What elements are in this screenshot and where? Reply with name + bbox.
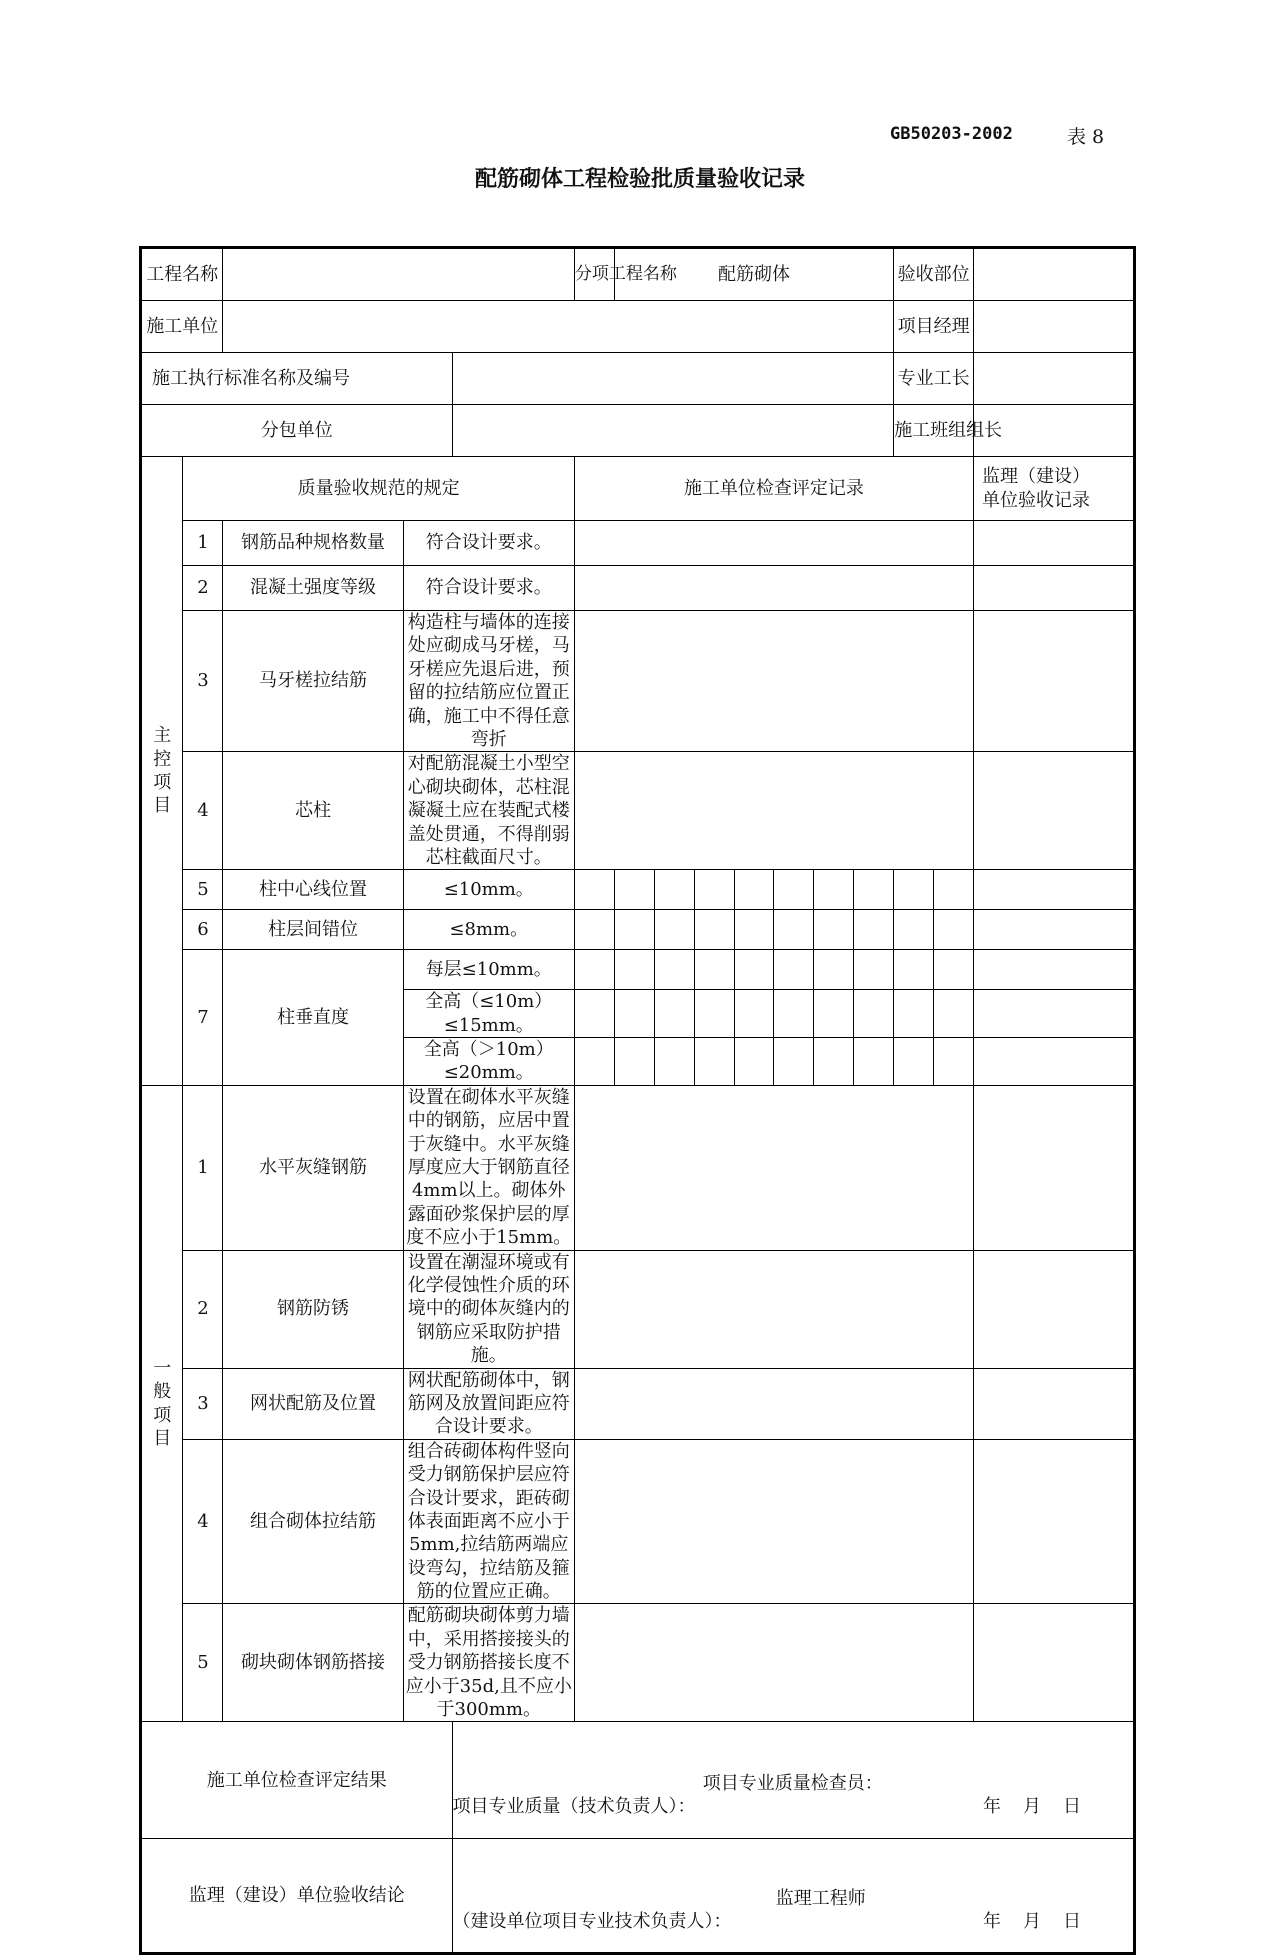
standard-value[interactable] [452, 353, 894, 405]
standard-label: 施工执行标准名称及编号 [141, 353, 453, 405]
date-field [961, 1795, 1081, 1818]
item-number: 5 [183, 1604, 223, 1722]
year-label: 年 [983, 1796, 1001, 1818]
item-spec: 全高（≤10m）≤15mm。 [403, 990, 574, 1038]
measure-cell[interactable] [854, 870, 894, 910]
check-record-cell[interactable] [574, 521, 973, 566]
supervision-cell[interactable] [974, 1250, 1135, 1368]
item-number: 4 [183, 1439, 223, 1604]
item-spec: 每层≤10mm。 [403, 950, 574, 990]
measure-cell[interactable] [894, 950, 934, 990]
measure-cell[interactable] [574, 1038, 614, 1086]
item-name: 柱层间错位 [223, 910, 403, 950]
supervision-cell[interactable] [974, 1038, 1135, 1086]
item-number: 1 [183, 1085, 223, 1250]
main-item-row [141, 910, 1135, 950]
supervision-result-row [141, 1839, 1135, 1954]
measure-cell[interactable] [614, 950, 654, 990]
supervision-header-line2: 单位验收记录 [982, 489, 1090, 511]
check-record-cell[interactable] [574, 1439, 973, 1604]
measure-cell[interactable] [814, 990, 854, 1038]
project-manager-label: 项目经理 [894, 301, 974, 353]
subcontractor-label: 分包单位 [141, 405, 453, 457]
measure-cell[interactable] [654, 870, 694, 910]
measure-cell[interactable] [894, 910, 934, 950]
date-field [961, 1910, 1081, 1933]
supervisor-line: 监理工程师 [775, 1887, 866, 1909]
sub-project-label: 分项工程名称 [574, 248, 614, 301]
foreman-label: 专业工长 [894, 353, 974, 405]
subcontractor-value[interactable] [452, 405, 894, 457]
measure-cell[interactable] [774, 990, 814, 1038]
supervision-cell[interactable] [974, 1604, 1135, 1722]
month-label: 月 [1023, 1910, 1041, 1932]
measure-cell[interactable] [854, 950, 894, 990]
measure-cell[interactable] [614, 910, 654, 950]
measure-cell[interactable] [774, 910, 814, 950]
project-name-value[interactable] [223, 248, 574, 301]
measure-cell[interactable] [774, 1038, 814, 1086]
main-item-row [141, 950, 1135, 990]
supervision-result-signature[interactable] [452, 1839, 1134, 1954]
contractor-result-signature[interactable] [452, 1722, 1134, 1839]
item-spec: 全高（＞10m）≤20mm。 [403, 1038, 574, 1086]
measure-cell[interactable] [694, 910, 734, 950]
measure-cell[interactable] [894, 990, 934, 1038]
supervision-record-header [974, 457, 1135, 521]
item-spec: 组合砖砌体构件竖向受力钢筋保护层应符合设计要求，距砖砌体表面距离不应小于5mm,拉结筋两端应设弯勾，拉结筋及箍筋的位置应正确。 [403, 1439, 574, 1604]
main-item-row [141, 752, 1135, 870]
supervision-cell[interactable] [974, 566, 1135, 611]
item-name: 柱垂直度 [223, 950, 403, 1086]
info-row-unit [141, 301, 1135, 353]
item-spec: 符合设计要求。 [403, 566, 574, 611]
supervision-cell[interactable] [974, 521, 1135, 566]
contractor-result-label: 施工单位检查评定结果 [141, 1722, 453, 1839]
measure-cell[interactable] [614, 1038, 654, 1086]
check-record-cell[interactable] [574, 1085, 973, 1250]
item-name: 网状配筋及位置 [223, 1368, 403, 1439]
foreman-value[interactable] [974, 353, 1135, 405]
measure-cell[interactable] [934, 910, 974, 950]
item-number: 6 [183, 910, 223, 950]
measure-cell[interactable] [734, 950, 774, 990]
main-control-group-label [141, 457, 183, 1086]
contractor-result-row [141, 1722, 1135, 1839]
measure-cell[interactable] [574, 990, 614, 1038]
item-spec: 构造柱与墙体的连接处应砌成马牙槎，马牙槎应先退后进，预留的拉结筋应位置正确，施工中不得任意弯折 [403, 611, 574, 752]
item-number: 4 [183, 752, 223, 870]
supervision-cell[interactable] [974, 611, 1135, 752]
general-item-row [141, 1250, 1135, 1368]
measure-cell[interactable] [694, 870, 734, 910]
year-label: 年 [983, 1910, 1001, 1932]
measure-cell[interactable] [814, 910, 854, 950]
owner-tech-line: （建设单位项目专业技术负责人）： [452, 1910, 732, 1932]
main-item-row [141, 521, 1135, 566]
tech-leader-line: 项目专业质量（技术负责人）： [452, 1796, 696, 1818]
acceptance-part-value[interactable] [974, 248, 1135, 301]
measure-cell[interactable] [734, 1038, 774, 1086]
item-spec: ≤8mm。 [403, 910, 574, 950]
check-record-cell[interactable] [574, 752, 973, 870]
acceptance-part-label: 验收部位 [894, 248, 974, 301]
page-title: 配筋砌体工程检验批质量验收记录 [474, 167, 805, 192]
construction-unit-value[interactable] [223, 301, 894, 353]
measure-cell[interactable] [854, 910, 894, 950]
item-number: 2 [183, 566, 223, 611]
check-record-cell[interactable] [574, 566, 973, 611]
item-name: 组合砌体拉结筋 [223, 1439, 403, 1604]
measure-cell[interactable] [654, 1038, 694, 1086]
main-item-row [141, 611, 1135, 752]
item-spec: 符合设计要求。 [403, 521, 574, 566]
item-spec: 设置在砌体水平灰缝中的钢筋，应居中置于灰缝中。水平灰缝厚度应大于钢筋直径4mm以上。砌体外露面砂浆保护层的厚度不应小于15mm。 [403, 1085, 574, 1250]
day-label: 日 [1063, 1910, 1081, 1932]
general-item-row [141, 1368, 1135, 1439]
supervision-result-label: 监理（建设）单位验收结论 [141, 1839, 453, 1954]
project-name-label: 工程名称 [141, 248, 223, 301]
measure-cell[interactable] [654, 950, 694, 990]
item-number: 2 [183, 1250, 223, 1368]
supervision-cell[interactable] [974, 990, 1135, 1038]
check-record-cell[interactable] [574, 1604, 973, 1722]
item-name: 水平灰缝钢筋 [223, 1085, 403, 1250]
general-group-label [141, 1085, 183, 1722]
project-manager-value[interactable] [974, 301, 1135, 353]
item-number: 1 [183, 521, 223, 566]
item-name: 芯柱 [223, 752, 403, 870]
construction-unit-label: 施工单位 [141, 301, 223, 353]
measure-cell[interactable] [574, 950, 614, 990]
general-item-row [141, 1085, 1135, 1250]
measure-cell[interactable] [774, 870, 814, 910]
measure-cell[interactable] [814, 1038, 854, 1086]
check-record-cell[interactable] [574, 1250, 973, 1368]
measure-cell[interactable] [934, 950, 974, 990]
measure-cell[interactable] [734, 990, 774, 1038]
measure-cell[interactable] [574, 870, 614, 910]
item-number: 3 [183, 1368, 223, 1439]
measure-cell[interactable] [894, 870, 934, 910]
item-name: 钢筋品种规格数量 [223, 521, 403, 566]
team-leader-label: 施工班组组长 [894, 405, 974, 457]
general-item-row [141, 1604, 1135, 1722]
supervision-cell[interactable] [974, 752, 1135, 870]
main-item-row [141, 870, 1135, 910]
spec-header: 质量验收规范的规定 [183, 457, 574, 521]
inspection-form-table [139, 246, 1136, 1955]
supervision-cell[interactable] [974, 1085, 1135, 1250]
supervision-cell[interactable] [974, 1368, 1135, 1439]
table-number: 表 8 [1067, 126, 1105, 148]
info-row-subcontractor [141, 405, 1135, 457]
measure-cell[interactable] [854, 990, 894, 1038]
supervision-cell[interactable] [974, 950, 1135, 990]
day-label: 日 [1063, 1796, 1081, 1818]
measure-cell[interactable] [934, 870, 974, 910]
measure-cell[interactable] [734, 910, 774, 950]
general-label: 一般项目 [153, 1357, 172, 1450]
item-spec: 设置在潮湿环境或有化学侵蚀性介质的环境中的砌体灰缝内的钢筋应采取防护措施。 [403, 1250, 574, 1368]
check-record-header: 施工单位检查评定记录 [574, 457, 973, 521]
supervision-cell[interactable] [974, 870, 1135, 910]
item-name: 马牙槎拉结筋 [223, 611, 403, 752]
supervision-header-line1: 监理（建设） [982, 466, 1090, 488]
measure-cell[interactable] [734, 870, 774, 910]
month-label: 月 [1023, 1796, 1041, 1818]
measure-cell[interactable] [614, 870, 654, 910]
item-name: 钢筋防锈 [223, 1250, 403, 1368]
section-header-row [141, 457, 1135, 521]
info-row-project [141, 248, 1135, 301]
measure-cell[interactable] [934, 1038, 974, 1086]
check-record-cell[interactable] [574, 1368, 973, 1439]
main-item-row [141, 566, 1135, 611]
supervision-cell[interactable] [974, 910, 1135, 950]
sub-project-value[interactable]: 配筋砌体 [614, 248, 893, 301]
item-spec: ≤10mm。 [403, 870, 574, 910]
measure-cell[interactable] [694, 950, 734, 990]
general-item-row [141, 1439, 1135, 1604]
measure-cell[interactable] [654, 990, 694, 1038]
standard-code: GB50203-2002 [890, 124, 1013, 144]
measure-cell[interactable] [934, 990, 974, 1038]
inspector-line: 项目专业质量检查员： [702, 1773, 883, 1795]
measure-cell[interactable] [654, 910, 694, 950]
item-name: 柱中心线位置 [223, 870, 403, 910]
item-spec: 配筋砌块砌体剪力墙中，采用搭接接头的受力钢筋搭接长度不应小于35d,且不应小于300mm。 [403, 1604, 574, 1722]
item-name: 混凝土强度等级 [223, 566, 403, 611]
item-spec: 对配筋混凝土小型空心砌块砌体，芯柱混凝凝土应在装配式楼盖处贯通，不得削弱芯柱截面尺寸。 [403, 752, 574, 870]
measure-cell[interactable] [614, 990, 654, 1038]
item-number: 5 [183, 870, 223, 910]
info-row-standard [141, 353, 1135, 405]
measure-cell[interactable] [694, 990, 734, 1038]
check-record-cell[interactable] [574, 611, 973, 752]
measure-cell[interactable] [814, 870, 854, 910]
item-number: 3 [183, 611, 223, 752]
item-spec: 网状配筋砌体中，钢筋网及放置间距应符合设计要求。 [403, 1368, 574, 1439]
supervision-cell[interactable] [974, 1439, 1135, 1604]
item-name: 砌块砌体钢筋搭接 [223, 1604, 403, 1722]
measure-cell[interactable] [574, 910, 614, 950]
measure-cell[interactable] [774, 950, 814, 990]
measure-cell[interactable] [694, 1038, 734, 1086]
main-control-label: 主控项目 [153, 725, 172, 817]
measure-cell[interactable] [854, 1038, 894, 1086]
measure-cell[interactable] [894, 1038, 934, 1086]
measure-cell[interactable] [814, 950, 854, 990]
item-number: 7 [183, 950, 223, 1086]
